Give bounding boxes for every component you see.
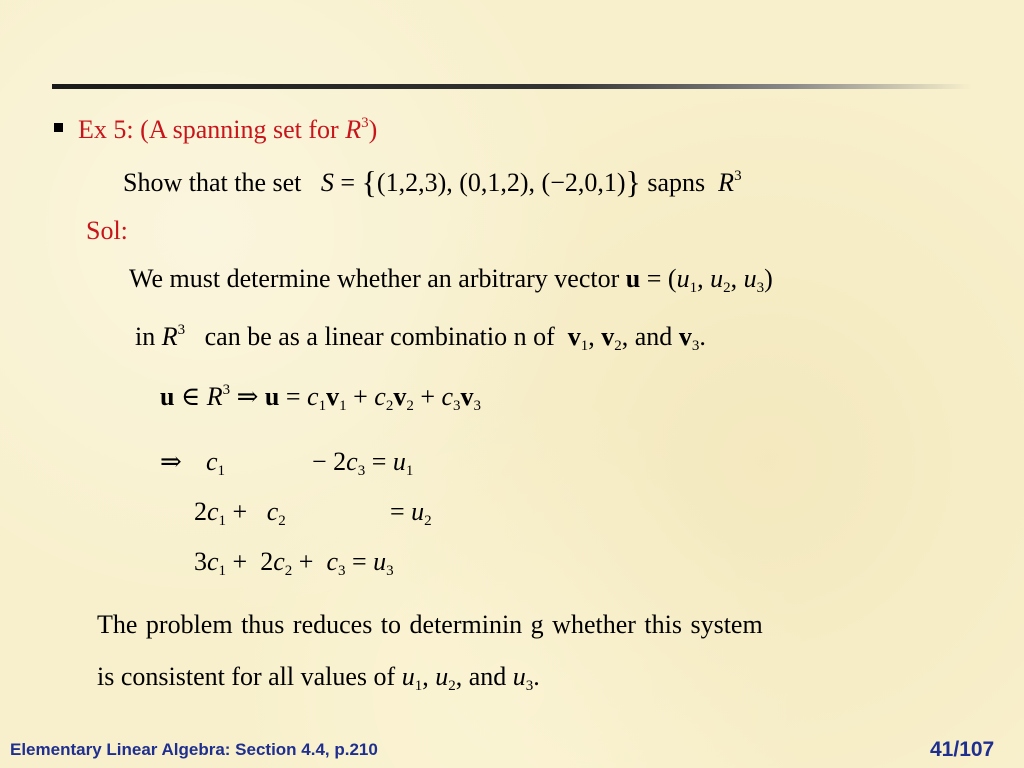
vector-u: u (625, 264, 641, 293)
eq-v3: v (460, 382, 474, 411)
example-heading (78, 117, 377, 143)
system-row-2-left: $2c_1 + c_2$ (194, 497, 286, 529)
r3-c3: c (326, 547, 338, 576)
statement-space: R (718, 168, 735, 197)
r1-u-sub: 1 (405, 463, 414, 479)
r3-u: u (373, 547, 387, 576)
line2-sup: 3 (177, 322, 186, 338)
r1-c3-sub: 3 (357, 463, 366, 479)
line1-text: We must determine whether an arbitrary vector (129, 264, 620, 293)
eq-v3-sub: 3 (473, 398, 482, 414)
r3-c2-sub: 2 (284, 563, 293, 579)
system-row-3: $3c_1 + 2c_2 + c_3 = u_3$ (194, 547, 394, 579)
line2-space: R (161, 322, 178, 351)
page-number: 41/107 (930, 738, 995, 761)
r1-c: c (206, 447, 218, 476)
eq-v2-sub: 2 (406, 398, 414, 414)
r1-u: u (392, 447, 406, 476)
u-comp-1: u (676, 264, 690, 293)
statement-verb: sapns (647, 168, 706, 197)
concl-u3: u (512, 662, 526, 691)
r3-c1: c (207, 547, 219, 576)
system-row-2-right: = $u_2$ (390, 497, 432, 529)
conclusion-line-1: The problem thus reduces to determinin g whether this system (97, 610, 763, 639)
heading-sup: 3 (361, 115, 369, 131)
heading-suffix: ) (368, 115, 378, 144)
r3-u-sub: 3 (386, 563, 394, 579)
concl-u2: u (435, 662, 449, 691)
left-brace: { (361, 164, 377, 200)
r3-c3-sub: 3 (337, 563, 346, 579)
problem-statement: Show that the set S = {(1,2,3), (0,1,2), (−2,0,1)} sapns $R^3$ (123, 164, 742, 200)
system-row-1-c1 (206, 447, 226, 479)
eq-c3-sub: 3 (453, 398, 461, 414)
r3-coef1: 3 (194, 547, 207, 576)
v-sub-3: 3 (691, 338, 700, 354)
eq-space: R (206, 382, 223, 411)
eq-v1: v (326, 382, 340, 411)
v-sub-1: 1 (580, 338, 589, 354)
eq-c1-sub: 1 (318, 398, 327, 414)
statement-text: Show that the set (123, 168, 302, 197)
concl-and: , and (455, 662, 507, 691)
eq-c3: c (441, 382, 454, 411)
eq-v1-sub: 1 (339, 398, 347, 414)
v1: v (567, 322, 581, 351)
eq-u: u (160, 382, 175, 411)
heading-prefix: Ex 5: (A spanning set for (78, 115, 346, 144)
conclusion-text: is consistent for all values of (97, 662, 396, 691)
set-variable: S (320, 168, 334, 197)
r2-u-sub: 2 (424, 513, 432, 529)
r1-c-sub: 1 (217, 463, 226, 479)
u-sub-1: 1 (689, 280, 698, 296)
concl-u2-sub: 2 (448, 678, 456, 694)
solution-line-1: We must determine whether an arbitrary vector $u = (u_1$, $u_2$, $u_3$) (129, 264, 773, 296)
statement-sup: 3 (734, 168, 742, 184)
r2-c1: c (207, 497, 219, 526)
set-elements: (1,2,3), (0,1,2), (−2,0,1) (376, 168, 626, 197)
concl-u1-sub: 1 (414, 678, 423, 694)
u-comp-2: u (710, 264, 724, 293)
r1-coef: 2 (333, 447, 347, 476)
r1-c3: c (346, 447, 358, 476)
u-sub-2: 2 (723, 280, 731, 296)
linear-combination-equation: u ∈ $R^3$ ⇒ $u = c_1v_1 + c_2v_2 + c_3v_3$ (160, 382, 482, 414)
right-brace: } (625, 164, 641, 200)
title-divider-rule (52, 84, 972, 89)
r2-coef: 2 (194, 497, 207, 526)
v-sub-2: 2 (614, 338, 622, 354)
concl-u3-sub: 3 (525, 678, 534, 694)
v2: v (601, 322, 615, 351)
line2-text: can be as a linear combinatio n of (204, 322, 555, 351)
eq-c1: c (307, 382, 319, 411)
eq-sup: 3 (222, 382, 231, 398)
u-comp-3: u (743, 264, 757, 293)
r2-u: u (411, 497, 425, 526)
solution-line-2: in $R^3$ can be as a linear combinatio n of $v_1$, $v_2$, and $v_3$. (135, 322, 706, 354)
line2-in: in (135, 322, 156, 351)
eq-v2: v (393, 382, 407, 411)
bullet-square-icon (54, 123, 63, 132)
conclusion-line-2: is consistent for all values of $u_1$, $u_2$, and $u_3$. (97, 662, 540, 694)
system-row-1-c3: − $2c_3 = u_1$ (312, 447, 414, 479)
eq-c2-sub: 2 (385, 398, 394, 414)
eq-c2: c (374, 382, 386, 411)
r2-c2-sub: 2 (278, 513, 286, 529)
r2-c1-sub: 1 (218, 513, 227, 529)
concl-u1: u (401, 662, 415, 691)
r2-c2: c (266, 497, 279, 526)
system-implies: ⇒ (160, 447, 182, 476)
eq-u-2: u (264, 382, 280, 411)
r3-coef2: 2 (260, 547, 274, 576)
heading-symbol: R (345, 115, 362, 144)
solution-label: Sol: (86, 216, 128, 245)
r3-c2: c (273, 547, 285, 576)
r3-c1-sub: 1 (218, 563, 227, 579)
line2-and: , and (621, 322, 673, 351)
v3: v (678, 322, 692, 351)
footer-source: Elementary Linear Algebra: Section 4.4, p.210 (10, 740, 378, 759)
u-sub-3: 3 (756, 280, 765, 296)
